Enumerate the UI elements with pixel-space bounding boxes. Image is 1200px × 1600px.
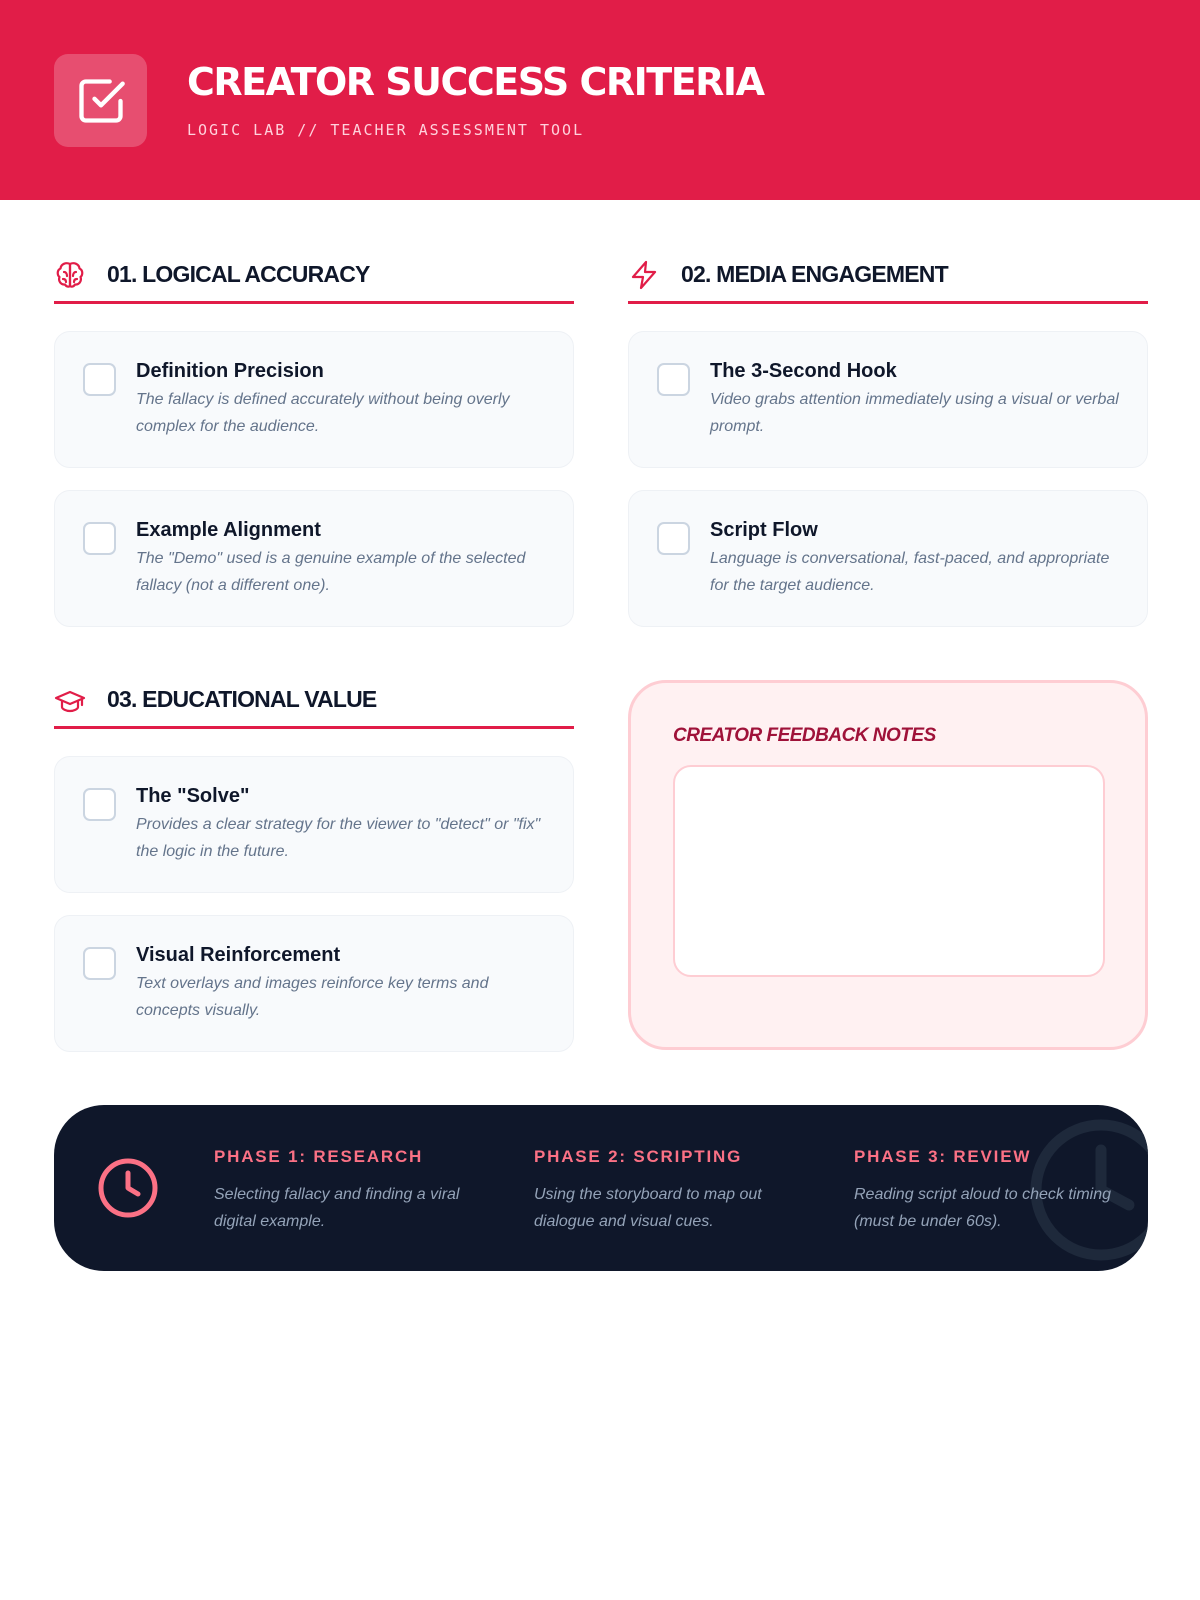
check-square-icon [75, 75, 127, 127]
criteria-description: Provides a clear strategy for the viewer to "detect" or "fix" the logic in the future. [136, 816, 541, 860]
graduation-cap-icon [54, 684, 86, 716]
section-logical-accuracy [54, 254, 574, 594]
phase-description: Reading script aloud to check timing (must be under 60s). [854, 1186, 1112, 1230]
section-header [54, 254, 574, 304]
phase-title: PHASE 2: SCRIPTING [534, 1147, 743, 1166]
section-title: 02. MEDIA ENGAGEMENT [681, 261, 948, 287]
page-header [0, 0, 1200, 200]
phase-description: Using the storyboard to map out dialogue and visual cues. [534, 1186, 762, 1230]
page-title: CREATOR SUCCESS CRITERIA [187, 60, 764, 104]
phase-description: Selecting fallacy and finding a viral digital example. [214, 1186, 460, 1230]
criteria-checkbox[interactable] [657, 522, 690, 555]
brain-icon [54, 259, 86, 291]
criteria-description: Text overlays and images reinforce key terms and concepts visually. [136, 975, 489, 1019]
lightning-icon [628, 259, 660, 291]
feedback-notes-input[interactable] [673, 765, 1105, 977]
page-subtitle: LOGIC LAB // TEACHER ASSESSMENT TOOL [187, 121, 585, 139]
phase-review [854, 1147, 1114, 1235]
logo-badge [54, 54, 147, 147]
criteria-title: Definition Precision [136, 360, 324, 382]
criteria-title: Visual Reinforcement [136, 944, 341, 966]
criteria-title: Script Flow [710, 519, 818, 541]
criteria-item [54, 756, 574, 893]
criteria-title: The 3-Second Hook [710, 360, 897, 382]
section-media-engagement [628, 254, 1148, 594]
phase-title: PHASE 3: REVIEW [854, 1147, 1032, 1166]
section-header [54, 679, 574, 729]
criteria-checkbox[interactable] [657, 363, 690, 396]
feedback-panel [628, 680, 1148, 1050]
section-title: 03. EDUCATIONAL VALUE [107, 686, 377, 712]
criteria-title: The "Solve" [136, 785, 250, 807]
criteria-item [54, 915, 574, 1052]
criteria-description: Video grabs attention immediately using a visual or verbal prompt. [710, 391, 1119, 435]
criteria-checkbox[interactable] [83, 947, 116, 980]
criteria-item [628, 490, 1148, 627]
criteria-description: Language is conversational, fast-paced, and appropriate for the target audience. [710, 550, 1110, 594]
clock-icon [96, 1156, 160, 1220]
criteria-description: The fallacy is defined accurately without being overly complex for the audience. [136, 391, 510, 435]
phase-timeline [54, 1105, 1148, 1271]
criteria-item [628, 331, 1148, 468]
criteria-description: The "Demo" used is a genuine example of the selected fallacy (not a different one). [136, 550, 526, 594]
criteria-item [54, 331, 574, 468]
criteria-checkbox[interactable] [83, 788, 116, 821]
criteria-checkbox[interactable] [83, 363, 116, 396]
criteria-checkbox[interactable] [83, 522, 116, 555]
phase-title: PHASE 1: RESEARCH [214, 1147, 424, 1166]
section-header [628, 254, 1148, 304]
phase-scripting [534, 1147, 794, 1235]
feedback-title: CREATOR FEEDBACK NOTES [673, 725, 936, 746]
phase-research [214, 1147, 474, 1235]
criteria-title: Example Alignment [136, 519, 321, 541]
criteria-item [54, 490, 574, 627]
section-educational-value [54, 679, 574, 1019]
section-title: 01. LOGICAL ACCURACY [107, 261, 370, 287]
